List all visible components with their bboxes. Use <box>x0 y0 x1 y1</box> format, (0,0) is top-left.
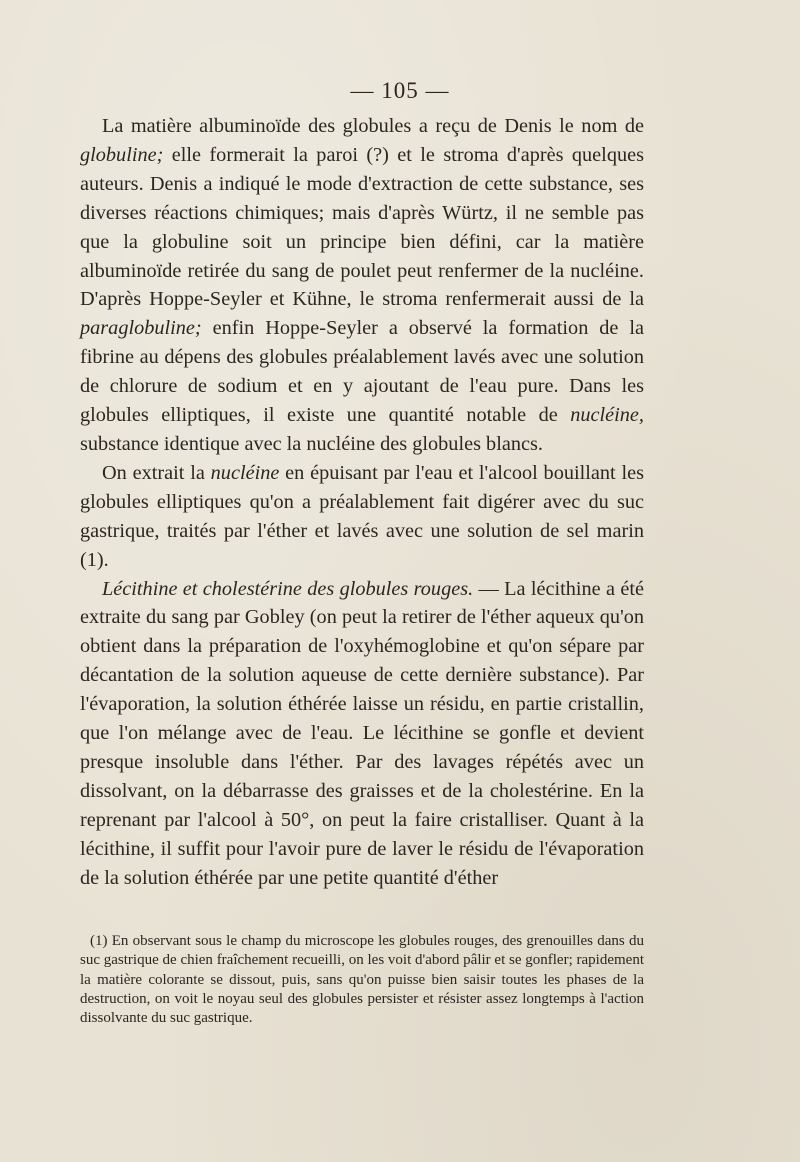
italic-term: paraglobuline; <box>80 317 202 340</box>
footnote <box>80 932 644 1028</box>
italic-term: nucléine <box>210 461 280 484</box>
paragraph-text: La matière albuminoïde des globules a reçu de Denis le nom de <box>102 115 644 137</box>
paragraph-globuline <box>80 112 644 459</box>
page-number: — 105 — <box>350 78 450 103</box>
paragraph-text: On extrait la <box>102 461 211 484</box>
paragraph-text: substance identique avec la nucléine des globules blancs. <box>80 432 543 455</box>
paragraph-nucleine <box>80 459 644 575</box>
paragraph-lecithine <box>80 575 644 893</box>
paragraph-text: elle formerait la paroi (?) et le stroma d'après quelques auteurs. Denis a indiqué le mode d'extraction de cette substance, ses diverses réactions chimiques; mais d'après Würtz, il ne semble pas que la globuline soit un principe bien défini, car la matière albuminoïde retirée du sang de poulet peut renfermer de la nucléine. D'après Hoppe-Seyler et Kühne, le stroma renfermerait aussi de la <box>80 143 644 311</box>
paragraph-text: — La lécithine a été extraite du sang par Gobley (on peut la retirer de l'éther aqueux qu'on obtient dans la préparation de l'oxyhémoglobine et qu'on sépare par décantation de la solution aqueuse de cette dernière substance). Par l'évaporation, la solution éthérée laisse un résidu, en partie cristallin, que l'on mélange avec de l'eau. Le lécithine se gonfle et devient presque insoluble dans l'éther. Par des lavages répétés avec un dissolvant, on la débarrasse des graisses et de la cholestérine. En la reprenant par l'alcool à 50°, on peut la faire cristalliser. Quant à la lécithine, il suffit pour l'avoir pure de laver le résidu de l'évaporation de la solution éthérée par une petite quantité d'éther <box>80 577 644 889</box>
paragraph-text: enfin Hoppe-Seyler a observé la formation de la fibrine au dépens des globules préalablement lavés avec une solution de chlorure de sodium et en y ajoutant de l'eau pure. Dans les globules elliptiques, il existe une quantité notable de <box>80 317 644 427</box>
italic-term: globuline; <box>80 143 164 166</box>
italic-term: nucléine, <box>570 404 644 427</box>
paragraph-text: en épuisant par l'eau et l'alcool bouillant les globules elliptiques qu'on a préalablement fait digérer avec du suc gastrique, traités par l'éther et lavés avec une solution de sel marin (1). <box>80 461 644 571</box>
section-heading: Lécithine et cholestérine des globules rouges. <box>102 577 474 600</box>
footnote-text: (1) En observant sous le champ du microscope les globules rouges, des grenouilles dans du suc gastrique de chien fraîchement recueilli, on les voit d'abord pâlir et se gonfler; rapidement la matière colorante se dissout, puis, sans qu'on puisse bien saisir toutes les phases de la destruction, on voit le noyau seul des globules persister et résister assez longtemps à l'action dissolvante du suc gastrique. <box>80 933 644 1027</box>
body-text <box>80 112 644 892</box>
